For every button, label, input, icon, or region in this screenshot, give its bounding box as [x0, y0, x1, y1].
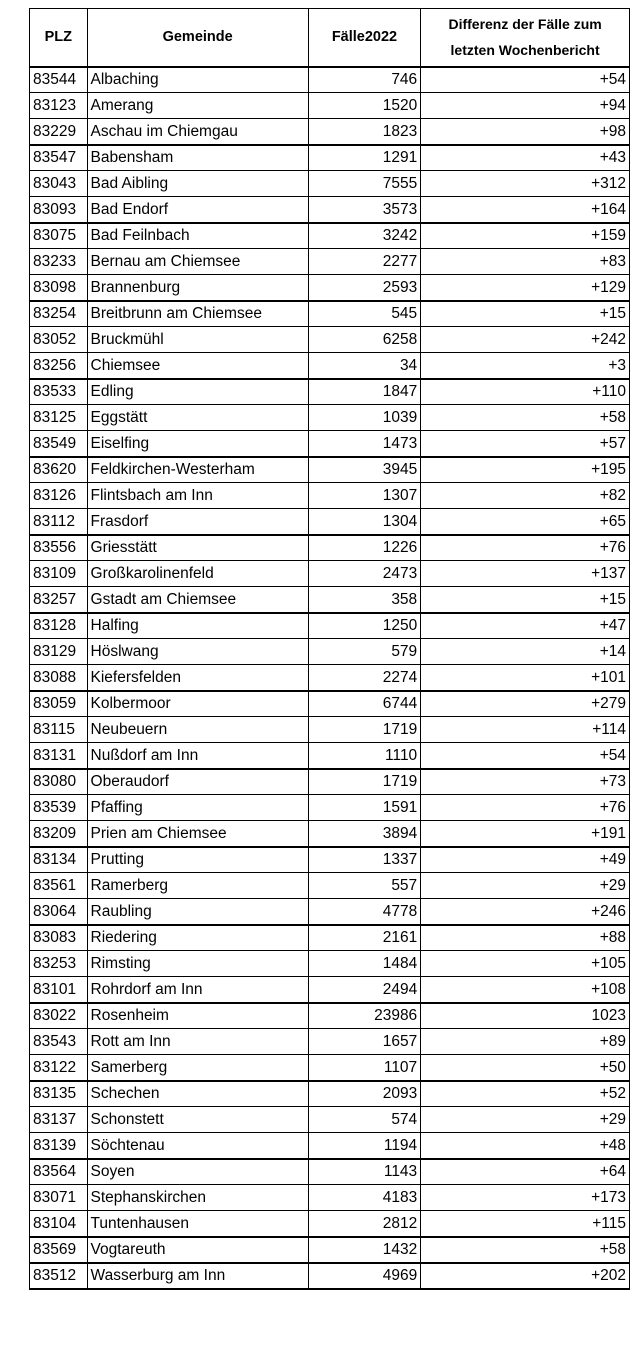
- cell-differenz: +57: [421, 431, 630, 457]
- table-row: [30, 925, 630, 951]
- table-row: [30, 639, 630, 665]
- cell-plz: 83543: [30, 1029, 88, 1055]
- cell-plz: 83512: [30, 1263, 88, 1289]
- table-row: [30, 223, 630, 249]
- cell-differenz: +98: [421, 119, 630, 145]
- table-row: [30, 67, 630, 93]
- cell-faelle: 2473: [308, 561, 420, 587]
- cell-faelle: 1226: [308, 535, 420, 561]
- header-faelle: Fälle2022: [308, 9, 420, 67]
- cell-gemeinde: Oberaudorf: [87, 769, 308, 795]
- cell-differenz: +76: [421, 535, 630, 561]
- cell-plz: 83098: [30, 275, 88, 301]
- cell-gemeinde: Rimsting: [87, 951, 308, 977]
- cell-gemeinde: Edling: [87, 379, 308, 405]
- cell-differenz: 1023: [421, 1003, 630, 1029]
- cell-gemeinde: Kolbermoor: [87, 691, 308, 717]
- cell-differenz: +195: [421, 457, 630, 483]
- cell-gemeinde: Pfaffing: [87, 795, 308, 821]
- cell-differenz: +129: [421, 275, 630, 301]
- cell-faelle: 6258: [308, 327, 420, 353]
- cell-faelle: 1823: [308, 119, 420, 145]
- cell-plz: 83257: [30, 587, 88, 613]
- table-row: [30, 977, 630, 1003]
- cell-faelle: 1194: [308, 1133, 420, 1159]
- cell-faelle: 1107: [308, 1055, 420, 1081]
- cell-faelle: 1039: [308, 405, 420, 431]
- table-row: [30, 561, 630, 587]
- cell-plz: 83088: [30, 665, 88, 691]
- cell-differenz: +164: [421, 197, 630, 223]
- cell-gemeinde: Halfing: [87, 613, 308, 639]
- cell-gemeinde: Babensham: [87, 145, 308, 171]
- cell-plz: 83122: [30, 1055, 88, 1081]
- cell-gemeinde: Schonstett: [87, 1107, 308, 1133]
- cell-gemeinde: Albaching: [87, 67, 308, 93]
- cell-plz: 83139: [30, 1133, 88, 1159]
- header-differenz: [421, 9, 630, 67]
- cell-differenz: +246: [421, 899, 630, 925]
- cell-faelle: 2277: [308, 249, 420, 275]
- cell-plz: 83564: [30, 1159, 88, 1185]
- cell-differenz: +89: [421, 1029, 630, 1055]
- table-row: [30, 119, 630, 145]
- table-row: [30, 613, 630, 639]
- cell-faelle: 1291: [308, 145, 420, 171]
- cell-plz: 83253: [30, 951, 88, 977]
- header-differenz-line1: Differenz der Fälle zum: [448, 16, 602, 33]
- cell-differenz: +43: [421, 145, 630, 171]
- cell-faelle: 2812: [308, 1211, 420, 1237]
- table-row: [30, 405, 630, 431]
- table-row: [30, 665, 630, 691]
- table-row: [30, 691, 630, 717]
- cell-gemeinde: Rott am Inn: [87, 1029, 308, 1055]
- cell-differenz: +137: [421, 561, 630, 587]
- cell-faelle: 358: [308, 587, 420, 613]
- cell-gemeinde: Brannenburg: [87, 275, 308, 301]
- cell-plz: 83075: [30, 223, 88, 249]
- table-row: [30, 1107, 630, 1133]
- table-row: [30, 1185, 630, 1211]
- table-row: [30, 457, 630, 483]
- header-gemeinde: Gemeinde: [87, 9, 308, 67]
- cell-gemeinde: Gstadt am Chiemsee: [87, 587, 308, 613]
- table-row: [30, 93, 630, 119]
- cell-plz: 83101: [30, 977, 88, 1003]
- cases-table: [29, 8, 630, 1290]
- table-row: [30, 535, 630, 561]
- cell-faelle: 23986: [308, 1003, 420, 1029]
- cell-plz: 83093: [30, 197, 88, 223]
- cell-differenz: +29: [421, 873, 630, 899]
- header-differenz-line2: letzten Wochenbericht: [450, 42, 600, 59]
- cell-gemeinde: Feldkirchen-Westerham: [87, 457, 308, 483]
- cell-differenz: +110: [421, 379, 630, 405]
- cell-differenz: +73: [421, 769, 630, 795]
- cell-gemeinde: Söchtenau: [87, 1133, 308, 1159]
- cell-differenz: +115: [421, 1211, 630, 1237]
- table-row: [30, 171, 630, 197]
- cell-plz: 83080: [30, 769, 88, 795]
- table-row: [30, 1081, 630, 1107]
- cell-faelle: 545: [308, 301, 420, 327]
- cell-faelle: 1520: [308, 93, 420, 119]
- cell-differenz: +15: [421, 587, 630, 613]
- cell-plz: 83115: [30, 717, 88, 743]
- cell-plz: 83569: [30, 1237, 88, 1263]
- cell-plz: 83104: [30, 1211, 88, 1237]
- table-row: [30, 1263, 630, 1289]
- cell-gemeinde: Nußdorf am Inn: [87, 743, 308, 769]
- cell-plz: 83043: [30, 171, 88, 197]
- cell-differenz: +94: [421, 93, 630, 119]
- cell-differenz: +191: [421, 821, 630, 847]
- cell-plz: 83256: [30, 353, 88, 379]
- cell-gemeinde: Eggstätt: [87, 405, 308, 431]
- cell-gemeinde: Riedering: [87, 925, 308, 951]
- cell-faelle: 6744: [308, 691, 420, 717]
- cell-gemeinde: Bad Aibling: [87, 171, 308, 197]
- cell-gemeinde: Kiefersfelden: [87, 665, 308, 691]
- cell-plz: 83254: [30, 301, 88, 327]
- table-row: [30, 1133, 630, 1159]
- table-row: [30, 587, 630, 613]
- cell-faelle: 4778: [308, 899, 420, 925]
- cell-differenz: +14: [421, 639, 630, 665]
- cell-faelle: 1484: [308, 951, 420, 977]
- cell-plz: 83137: [30, 1107, 88, 1133]
- table-row: [30, 873, 630, 899]
- cell-gemeinde: Bruckmühl: [87, 327, 308, 353]
- cell-differenz: +50: [421, 1055, 630, 1081]
- cell-differenz: +54: [421, 743, 630, 769]
- cell-plz: 83544: [30, 67, 88, 93]
- cell-differenz: +48: [421, 1133, 630, 1159]
- cell-gemeinde: Bernau am Chiemsee: [87, 249, 308, 275]
- cell-gemeinde: Neubeuern: [87, 717, 308, 743]
- cell-plz: 83052: [30, 327, 88, 353]
- cell-faelle: 3894: [308, 821, 420, 847]
- table-row: [30, 275, 630, 301]
- cell-faelle: 1307: [308, 483, 420, 509]
- cell-plz: 83123: [30, 93, 88, 119]
- table-row: [30, 717, 630, 743]
- cell-plz: 83129: [30, 639, 88, 665]
- cell-faelle: 2494: [308, 977, 420, 1003]
- cell-gemeinde: Großkarolinenfeld: [87, 561, 308, 587]
- table-row: [30, 1029, 630, 1055]
- table-row: [30, 769, 630, 795]
- cell-differenz: +58: [421, 1237, 630, 1263]
- cell-differenz: +202: [421, 1263, 630, 1289]
- cell-differenz: +3: [421, 353, 630, 379]
- cell-faelle: 1847: [308, 379, 420, 405]
- cell-differenz: +83: [421, 249, 630, 275]
- cell-plz: 83547: [30, 145, 88, 171]
- cell-plz: 83209: [30, 821, 88, 847]
- cell-differenz: +64: [421, 1159, 630, 1185]
- table-row: [30, 249, 630, 275]
- cell-faelle: 1719: [308, 717, 420, 743]
- cell-plz: 83539: [30, 795, 88, 821]
- cell-faelle: 746: [308, 67, 420, 93]
- cell-gemeinde: Höslwang: [87, 639, 308, 665]
- cell-faelle: 3573: [308, 197, 420, 223]
- cell-differenz: +58: [421, 405, 630, 431]
- cell-differenz: +65: [421, 509, 630, 535]
- cell-faelle: 1304: [308, 509, 420, 535]
- cell-faelle: 2161: [308, 925, 420, 951]
- cell-gemeinde: Schechen: [87, 1081, 308, 1107]
- cell-faelle: 1432: [308, 1237, 420, 1263]
- cell-plz: 83229: [30, 119, 88, 145]
- cell-faelle: 4969: [308, 1263, 420, 1289]
- cell-gemeinde: Rohrdorf am Inn: [87, 977, 308, 1003]
- cell-differenz: +15: [421, 301, 630, 327]
- table-row: [30, 821, 630, 847]
- table-row: [30, 795, 630, 821]
- cell-gemeinde: Tuntenhausen: [87, 1211, 308, 1237]
- cell-differenz: +173: [421, 1185, 630, 1211]
- table-row: [30, 1003, 630, 1029]
- cell-plz: 83083: [30, 925, 88, 951]
- cell-gemeinde: Prien am Chiemsee: [87, 821, 308, 847]
- cell-differenz: +52: [421, 1081, 630, 1107]
- table-row: [30, 1237, 630, 1263]
- cell-gemeinde: Soyen: [87, 1159, 308, 1185]
- cell-faelle: 2593: [308, 275, 420, 301]
- cell-differenz: +101: [421, 665, 630, 691]
- cell-faelle: 7555: [308, 171, 420, 197]
- cell-plz: 83064: [30, 899, 88, 925]
- cell-differenz: +279: [421, 691, 630, 717]
- cell-gemeinde: Frasdorf: [87, 509, 308, 535]
- cell-plz: 83059: [30, 691, 88, 717]
- cell-differenz: +88: [421, 925, 630, 951]
- cell-faelle: 2274: [308, 665, 420, 691]
- cell-gemeinde: Vogtareuth: [87, 1237, 308, 1263]
- cell-plz: 83620: [30, 457, 88, 483]
- cell-plz: 83233: [30, 249, 88, 275]
- cell-differenz: +82: [421, 483, 630, 509]
- cell-gemeinde: Raubling: [87, 899, 308, 925]
- cell-faelle: 1337: [308, 847, 420, 873]
- header-row: [30, 9, 630, 67]
- table-header: [30, 9, 630, 67]
- table-row: [30, 431, 630, 457]
- cell-differenz: +49: [421, 847, 630, 873]
- cell-differenz: +312: [421, 171, 630, 197]
- cell-faelle: 34: [308, 353, 420, 379]
- cell-gemeinde: Breitbrunn am Chiemsee: [87, 301, 308, 327]
- table-row: [30, 197, 630, 223]
- cell-faelle: 3242: [308, 223, 420, 249]
- cell-gemeinde: Amerang: [87, 93, 308, 119]
- cell-differenz: +54: [421, 67, 630, 93]
- cell-faelle: 1110: [308, 743, 420, 769]
- cell-differenz: +242: [421, 327, 630, 353]
- cell-differenz: +47: [421, 613, 630, 639]
- cell-faelle: 1719: [308, 769, 420, 795]
- cell-plz: 83135: [30, 1081, 88, 1107]
- cell-differenz: +114: [421, 717, 630, 743]
- cell-faelle: 2093: [308, 1081, 420, 1107]
- table-row: [30, 847, 630, 873]
- cell-faelle: 1657: [308, 1029, 420, 1055]
- cell-gemeinde: Ramerberg: [87, 873, 308, 899]
- table-row: [30, 951, 630, 977]
- cell-faelle: 1250: [308, 613, 420, 639]
- cell-gemeinde: Eiselfing: [87, 431, 308, 457]
- cell-gemeinde: Wasserburg am Inn: [87, 1263, 308, 1289]
- table-row: [30, 899, 630, 925]
- cell-gemeinde: Chiemsee: [87, 353, 308, 379]
- cell-gemeinde: Bad Endorf: [87, 197, 308, 223]
- cell-plz: 83561: [30, 873, 88, 899]
- cell-gemeinde: Griesstätt: [87, 535, 308, 561]
- header-plz: PLZ: [30, 9, 88, 67]
- cell-differenz: +29: [421, 1107, 630, 1133]
- cell-plz: 83533: [30, 379, 88, 405]
- table-row: [30, 743, 630, 769]
- table-row: [30, 353, 630, 379]
- cell-faelle: 3945: [308, 457, 420, 483]
- cell-plz: 83125: [30, 405, 88, 431]
- cell-gemeinde: Stephanskirchen: [87, 1185, 308, 1211]
- cell-plz: 83549: [30, 431, 88, 457]
- cell-plz: 83022: [30, 1003, 88, 1029]
- cell-gemeinde: Flintsbach am Inn: [87, 483, 308, 509]
- table-row: [30, 1159, 630, 1185]
- table-row: [30, 1211, 630, 1237]
- cell-differenz: +76: [421, 795, 630, 821]
- cell-faelle: 579: [308, 639, 420, 665]
- cell-differenz: +105: [421, 951, 630, 977]
- cell-plz: 83134: [30, 847, 88, 873]
- table-row: [30, 301, 630, 327]
- table-row: [30, 1055, 630, 1081]
- table-row: [30, 379, 630, 405]
- cell-differenz: +159: [421, 223, 630, 249]
- cell-plz: 83126: [30, 483, 88, 509]
- cell-plz: 83112: [30, 509, 88, 535]
- cell-gemeinde: Aschau im Chiemgau: [87, 119, 308, 145]
- cell-gemeinde: Rosenheim: [87, 1003, 308, 1029]
- table-row: [30, 483, 630, 509]
- cell-gemeinde: Samerberg: [87, 1055, 308, 1081]
- cell-faelle: 557: [308, 873, 420, 899]
- cell-faelle: 1143: [308, 1159, 420, 1185]
- cell-plz: 83128: [30, 613, 88, 639]
- cell-plz: 83071: [30, 1185, 88, 1211]
- table-row: [30, 327, 630, 353]
- cell-plz: 83131: [30, 743, 88, 769]
- cell-faelle: 574: [308, 1107, 420, 1133]
- cell-gemeinde: Prutting: [87, 847, 308, 873]
- table-row: [30, 145, 630, 171]
- cell-differenz: +108: [421, 977, 630, 1003]
- cell-plz: 83556: [30, 535, 88, 561]
- cell-plz: 83109: [30, 561, 88, 587]
- table-body: [30, 67, 630, 1289]
- cell-faelle: 4183: [308, 1185, 420, 1211]
- cell-gemeinde: Bad Feilnbach: [87, 223, 308, 249]
- cell-faelle: 1591: [308, 795, 420, 821]
- cell-faelle: 1473: [308, 431, 420, 457]
- table-row: [30, 509, 630, 535]
